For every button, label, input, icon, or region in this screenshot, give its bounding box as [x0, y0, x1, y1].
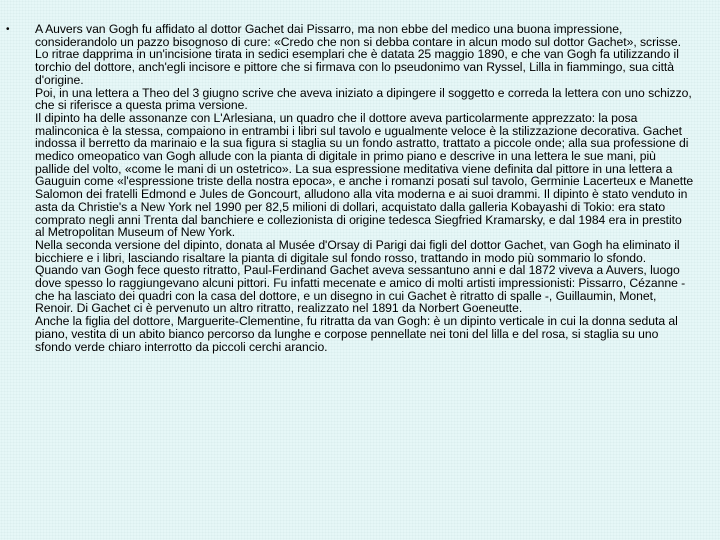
bullet-item — [6, 23, 694, 353]
paragraph-letter-theo: Poi, in una lettera a Theo del 3 giugno scrive che aveva iniziato a dipingere il soggetto e correda la lettera con uno schizzo, che si riferisce a questa prima versione. — [35, 85, 692, 113]
text-block — [35, 23, 694, 353]
paragraph-first-version: Il dipinto ha delle assonanze con L'Arlesiana, un quadro che il dottore aveva particolarmente apprezzato: la posa malinconica è la stessa, compaiono in entrambi i libri sul tavolo e ugualmente veloce è la stilizzazione decorativa. Gachet indossa il berretto da marinaio e la sua figura si staglia su un fondo astratto, trattato a piccole onde; alla sua professione di medico omeopatico van Gogh allude con la pianta di digitale in primo piano e descrive in una lettera le sue mani, più pallide del volto, «come le mani di un ostetrico». La sua espressione meditativa viene definita dal pittore in una lettera a Gauguin come «l'espressione triste della nostra epoca», e anche i romanzi posati sul tavolo, Germinie Lacerteux e Manette Salomon dei fratelli Edmond e Jules de Goncourt, alludono alla vita moderna e ai suoi drammi. Il dipinto è stato venduto in asta da Christie's a New York nel 1990 per 82,5 milioni di dollari, acquistato dalla galleria Kobayashi di Tokio: era stato comprato negli anni Trenta dal banchiere e collezionista di origine tedesca Siegfried Kramarsky, e dal 1984 era in prestito al Metropolitan Museum of New York. — [35, 110, 694, 240]
paragraph-second-version: Nella seconda versione del dipinto, donata al Musée d'Orsay di Parigi dai figli del dottor Gachet, van Gogh ha eliminato il bicchiere e i libri, lasciando risaltare la pianta di digitale sul fondo rosso, trattando in modo più sommario lo sfondo. — [35, 237, 680, 265]
bullet-dot-icon: • — [6, 24, 10, 35]
paragraph-daughter-portrait: Anche la figlia del dottore, Marguerite-Clementine, fu ritratta da van Gogh: è un dipinto verticale in cui la donna seduta al piano, vestita di un abito bianco percorso da lunghe e corpose pennellate nei toni del lilla e del rosa, si staglia su uno sfondo verde chiaro interrotto da piccoli cerchi arancio. — [35, 314, 678, 354]
bullet-list — [6, 23, 694, 353]
paragraph-gachet-biography: Quando van Gogh fece questo ritratto, Paul-Ferdinand Gachet aveva sessantuno anni e dal 1872 viveva a Auvers, luogo dove spesso lo raggiungevano alcuni pittori. Fu infatti mecenate e amico di molti artisti impressionisti: Pissarro, Cézanne - che ha lasciato dei quadri con la casa del dottore, e un disegno in cui Gachet è ritratto di spalle -, Guillaumin, Monet, Renoir. Di Gachet ci è pervenuto un altro ritratto, realizzato nel 1891 da Norbert Goeneutte. — [35, 263, 686, 316]
paragraph-gachet-impression: A Auvers van Gogh fu affidato al dottor Gachet dai Pissarro, ma non ebbe del medico una buona impressione, considerandolo un pazzo bisognoso di cure: «Credo che non si debba contare in alcun modo sul dottor Gachet», scrisse. — [35, 22, 681, 49]
paragraph-etching: Lo ritrae dapprima in un'incisione tirata in sedici esemplari che è datata 25 maggio 1890, e che van Gogh fa utilizzando il torchio del dottore, anch'egli incisore e pittore che si firmava con lo pseudonimo van Ryssel, Lilla in fiammingo, sua città d'origine. — [35, 47, 679, 87]
